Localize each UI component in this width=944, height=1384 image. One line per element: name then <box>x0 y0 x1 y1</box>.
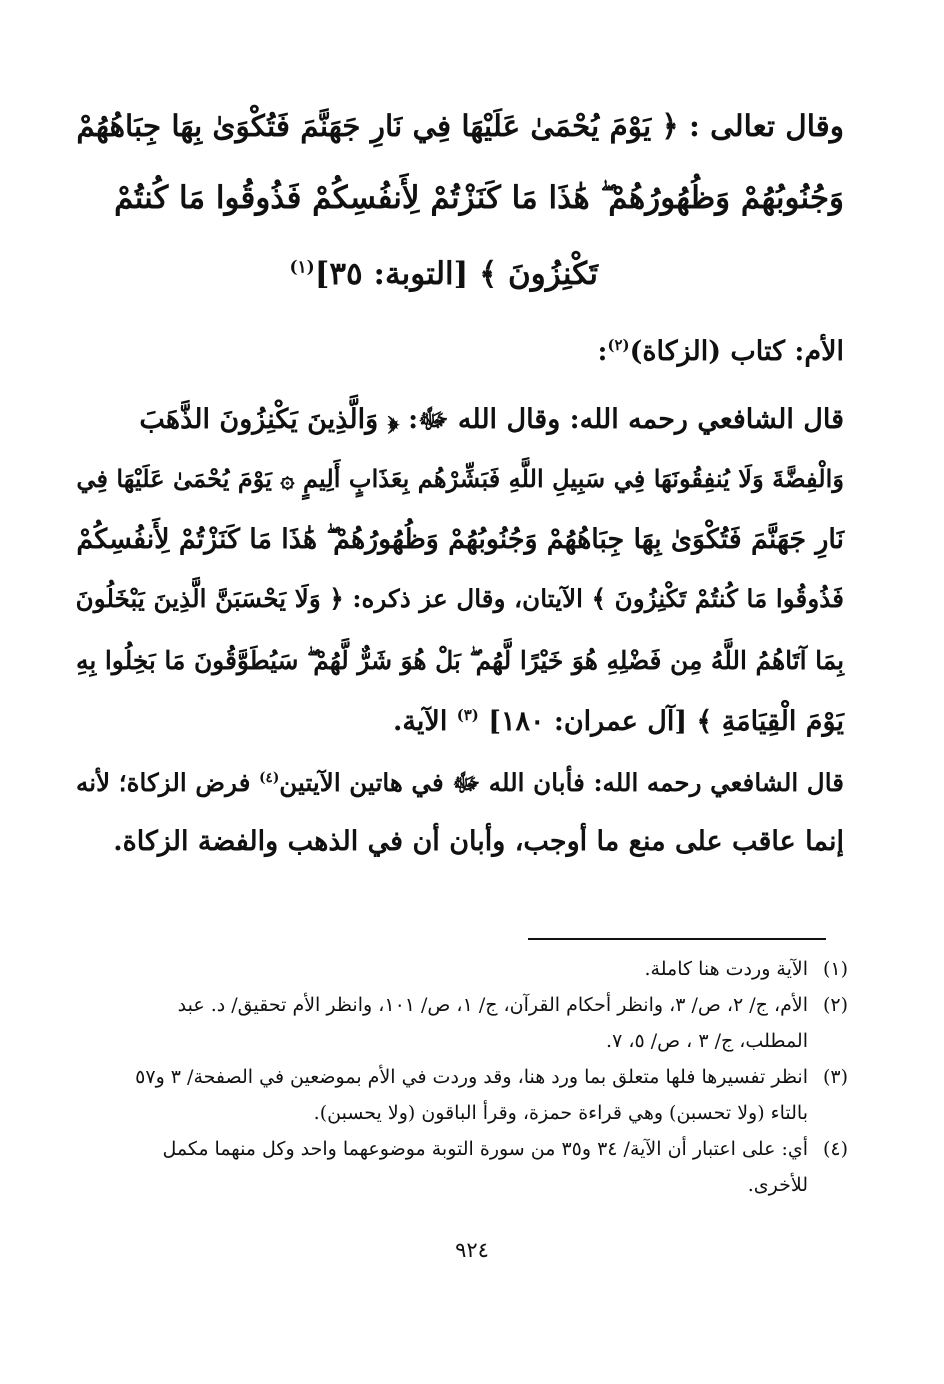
footnote-3-number: (٣) <box>822 1066 848 1088</box>
verse-line-3-text: تَكْنِزُونَ ﴾ [التوبة: ٣٥] <box>314 256 598 292</box>
para2-line-1 <box>76 768 844 804</box>
para1-line-1: قال الشافعي رحمه الله: وقال الله ﷻ: ﴿ وَالَّذِينَ يَكْنِزُونَ الذَّهَبَ <box>139 404 844 435</box>
footnote-ref-2: (٢) <box>607 336 630 354</box>
footnote-2-line-1: الأم، ج/ ٢، ص/ ٣، وانظر أحكام القرآن، ج/ ١، ص/ ١٠١، وانظر الأم تحقيق/ د. عبد <box>177 994 808 1016</box>
para1-line-6-verse: يَوْمَ الْقِيَامَةِ ﴾ [آل عمران: ١٨٠] <box>488 706 844 737</box>
footnote-3-line-1: انظر تفسيرها فلها متعلق بما ورد هنا، وقد وردت في الأم بموضعين في الصفحة/ ٣ و٥٧ <box>135 1066 808 1088</box>
para2-line-1-end: فرض الزكاة؛ لأنه <box>76 768 251 797</box>
para2-line-2: إنما عاقب على منع ما أوجب، وأبان أن في الذهب والفضة الزكاة. <box>113 826 844 857</box>
page-number: ٩٢٤ <box>455 1238 489 1262</box>
footnote-4-number: (٤) <box>822 1138 848 1160</box>
para1-line-5: بِمَا آتَاهُمُ اللَّهُ مِن فَضْلِهِ هُوَ خَيْرًا لَّهُم ۖ بَلْ هُوَ شَرٌّ لَّهُمْ ۖ سَيُطَوَّقُونَ مَا بَخِلُوا بِهِ <box>76 646 844 675</box>
footnote-2-line-2: المطلب، ج/ ٣ ، ص/ ٥، ٧. <box>606 1030 808 1052</box>
footnote-2-number: (٢) <box>822 994 848 1016</box>
footnote-1-line-1: الآية وردت هنا كاملة. <box>644 958 808 980</box>
para1-line-4: فَذُوقُوا مَا كُنتُمْ تَكْنِزُونَ ﴾ الآيتان، وقال عز ذكره: ﴿ وَلَا يَحْسَبَنَّ الَّذِينَ يَبْخَلُونَ <box>75 584 844 613</box>
verse-line-1: وقال تعالى : ﴿ يَوْمَ يُحْمَىٰ عَلَيْهَا فِي نَارِ جَهَنَّمَ فَتُكْوَىٰ بِهَا جِبَاهُهُمْ <box>76 108 844 143</box>
section-heading <box>598 336 844 367</box>
footnote-separator <box>528 938 826 940</box>
para2-line-1-start: قال الشافعي رحمه الله: فأبان الله ﷻ في هاتين الآيتين <box>279 768 844 797</box>
para1-line-6 <box>393 706 844 737</box>
verse-line-3 <box>289 256 598 292</box>
footnote-ref-1: (١) <box>289 257 315 278</box>
verse-line-2: وَجُنُوبُهُمْ وَظُهُورُهُمْ ۖ هَٰذَا مَا كَنَزْتُمْ لِأَنفُسِكُمْ فَذُوقُوا مَا كُنتُمْ <box>114 180 844 216</box>
heading-text: الأم: كتاب (الزكاة) <box>629 336 844 367</box>
footnote-3-line-2: بالتاء (ولا تحسبن) وهي قراءة حمزة، وقرأ الباقون (ولا يحسبن). <box>313 1102 808 1124</box>
para1-line-2: وَالْفِضَّةَ وَلَا يُنفِقُونَهَا فِي سَبِيلِ اللَّهِ فَبَشِّرْهُم بِعَذَابٍ أَلِيمٍ ۞ يَوْمَ يُحْمَىٰ عَلَيْهَا فِي <box>76 464 844 493</box>
footnote-ref-3: (٣) <box>456 706 479 724</box>
footnote-ref-4: (٤) <box>259 769 280 786</box>
footnote-4-line-1: أي: على اعتبار أن الآية/ ٣٤ و٣٥ من سورة التوبة موضوعهما واحد وكل منهما مكمل <box>162 1138 808 1160</box>
footnote-1-number: (١) <box>822 958 848 980</box>
heading-colon: : <box>597 336 608 367</box>
para1-line-6-end: الآية. <box>393 706 448 737</box>
para1-line-3: نَارِ جَهَنَّمَ فَتُكْوَىٰ بِهَا جِبَاهُهُمْ وَجُنُوبُهُمْ وَظُهُورُهُمْ ۖ هَٰذَا مَا كَنَزْتُمْ لِأَنفُسِكُمْ <box>76 524 844 555</box>
footnote-4-line-2: للأخرى. <box>747 1174 808 1196</box>
